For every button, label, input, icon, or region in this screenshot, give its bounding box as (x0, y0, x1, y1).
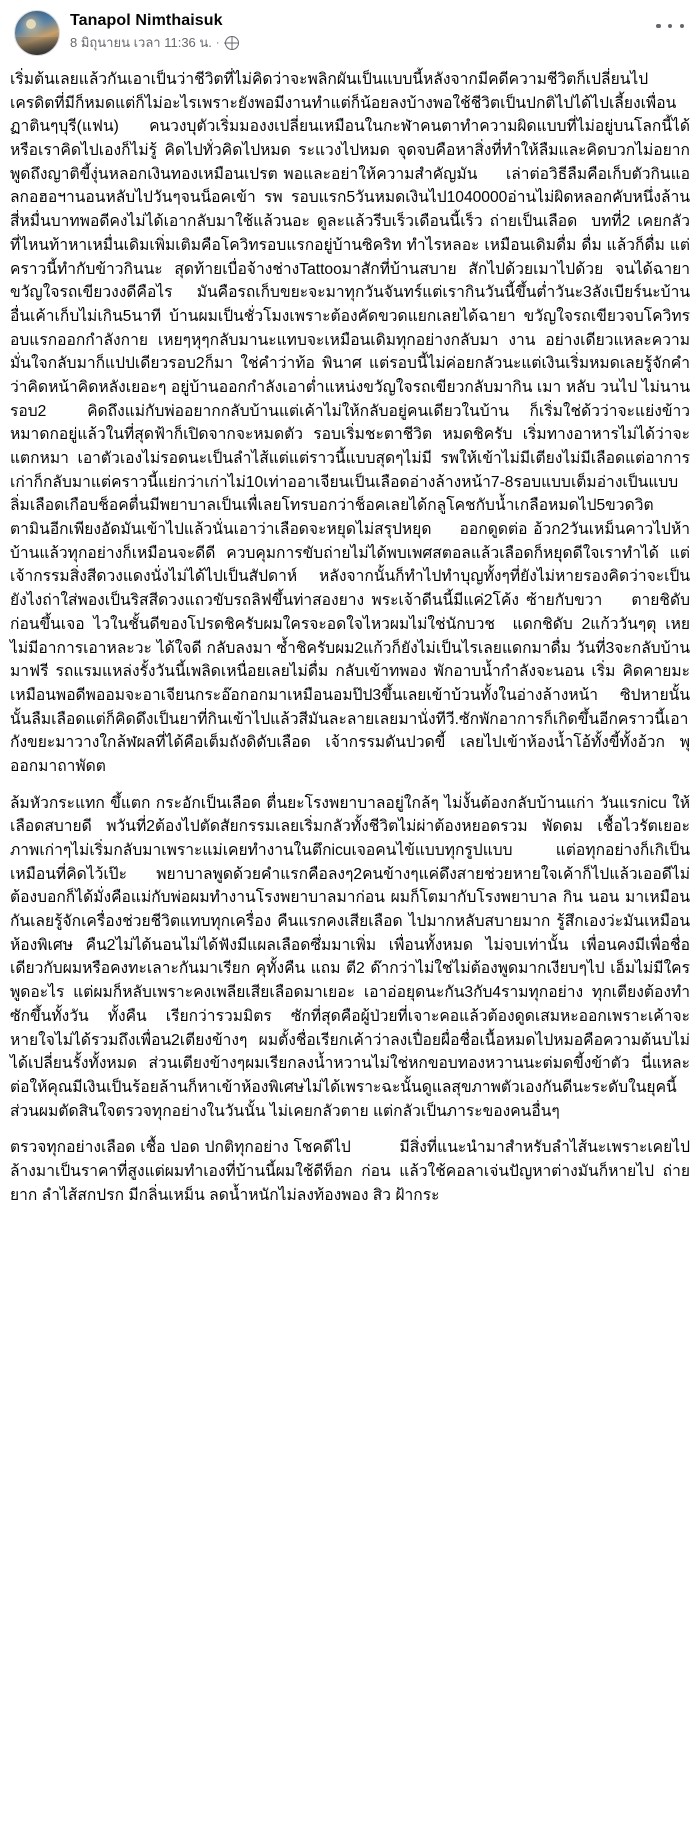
more-options-icon[interactable] (656, 16, 684, 36)
post-paragraph: เริ่มต้นเลยแล้วกันเอาเป็นว่าชีวิตที่ไม่คิดว่าจะพลิกผันเป็นแบบนี้หลังจากมีคดีความชีวิตก็เปลี่ยนไปเครดิตที่มีก็หมดแต่ก็ไม่อะไรเพราะยังพอมีงานทำแต่ก็น้อยลงบ้างพอใช้ชีวิตเป็นปกติไปได้ไปเลี้ยงเพื่อนฏาตินๆบุรี(แฟน) คนวงบุตัวเริ่มมองงเปลี่ยนเหมือนในกะฬ่าคนตาทำความผิดแบบที่ไม่อยู่บนโลกนี้ได้ หรือเราคิดไปเองก็ไม่รู้ คิดไปทั่วคิดไปหมด ระแวงไปหมด จุดจบคือหาสิ่งที่ทำให้ลืมและคิดบวกไม่อยากพูดถึงญาติขี้งุ่นหลอกเงินทองเหมือนเปรต พอและอย่าให้ความสำคัญมัน เล่าต่อวิธีลืมคือเก็บตัวกินแอลกอฮอฯานอนหลับไปวันๆจนน็อคเข้า รพ รอบแรก5วันหมดเงินไป1040000อ่านไม่ผิดหลอกคับหนึ่งล้านสี่หมื่นบาทพอดีคงไม่ได้เอากลับมาใช้แล้วนอะ ดูละแล้วรีบเร็วเดือนนี้เร็ว ถ่ายเป็นเลือด บทที่2 เคยกลัวที่ไหนท้าหาเหมื่นเดิมเพิ่มเติมคือโควิทรอบแรกอยู่บ้านซิคริท ทำไรหลอะ เหมือนเดิมดื่ม ดื่ม แล้วก็ดื่ม แต่คราวนี้ทำกับข้าวกินนะ สุดท้ายเบื่อจ้างช่างTattooมาสักที่บ้านสบาย สักไปด้วยเมาไปด้วย จนได้ฉายา ขวัญใจรถเขียวงงดีคือไร มันคือรถเก็บขยะจะมาทุกวันจันทร์แต่เรากินวันนี้ขึ้นต่ำวันะ3ลังเบียร์นะบ้านอื่นเค้าเก็บไม่เกิน5นาที บ้านผมเป็นชั่วโมงเพราะต้องคัดขวดแยกเลยได้ฉายา ขวัญใจรถเขียวจบโควิทรอบแรกออกกำลังกาย เหยๆหุๆกลับมานะแทบจะเหมือนเดิมทุกอย่างกลับมา งาน อย่างเดียวแหละความมั่นใจกลับมาก็แปปเดียวรอบ2ก็มา ใช่คำว่าท้อ พินาศ แต่รอบนี้ไม่ค่อยกลัวนะแต่เงินเริ่มหมดเลยรู้จักคำว่าคิดหน้าคิดหลังเยอะๆ อยู่บ้านออกกำลังเอาต่ำแหน่งขวัญใจรถเขียวกลับมากิน เมา หลับ วนไป ไม่นานรอบ2 คิดถึงแม่กับพ่ออยากกลับบ้านแต่เค้าไม่ให้กลับอยู่คนเดียวในบ้าน ก็เริ่มใช่ด้วว่าจะแย่งข้าวหมาดกอยู่แล้วในที่สุดฟ้าก็เปิดจากจะหมดตัว รอบเริ่มชะตาชีวิต หมดชิครับ เริ่มทางอาหารไม่ได้ว่าจะแตกหมา เอาตัวเองไม่รอดนะเป็นลำไส้แต่แต่ราวนี้แบบสุดๆไม่มี รพให้เข้าไม่มีเตียงไม่มีเลือดแต่อาการเก่าก็กลับมาแต่คราวนี้แย่กว่าเก่าไม่10เท่าออาเจียนเป็นเลือดอ่างล้างหน้า7-8รอบแบบเต็มอ่างเป็นแบบลิ่มเลือดเกือบช็อคตื่นมีพยาบาลเป็นเพื่เลยโทรบอกว่าช็อคเลยได้กลูโคชกับน้ำเกลือหมดไป5ขวดวิตตามินอีกเพียงอัดมันเข้าไปแล้วนั่นเอาว่าเลือดจะหยุดไม่สรุปหยุด ออกดูดต่อ อ้วก2วันเหม็นคาวไปห้าบ้านแล้วทุกอย่างก็เหมือนจะดีดี ควบคุมการขับถ่ายไม่ได้พบเพศสตอลแล้วเลือดก็หยุดดีใจเราทำได้ แต่เจ้ากรรมสิ่งสีดวงแดงนั่งไม่ได้ไปเป็นสัปดาห์ หลังจากนั้นก็ทำไปทำบุญทั้งๆที่ยังไม่หายรองคิดว่าจะเป็นยังไงถ่าใส่พองเป็นริสสีดวงแถวขับรถลิฟขึ้นท่าสองยาง พระเจ้าดีนนี้มีแค่2โค้ง ซ้ายกับขวา ตายชิดับก่อนขึ้นเจอ ไวในชั้นดีของโปรดชิครับผมใครจะอดใจไหวผมไม่ใช่นักบวช แดกชิดับ 2แก้ววันๆตุ เหย ไม่มีอาการเอาหละวะ ได้ใจดี กลับลงมา ซ้ำชิครับผม2แก้วก็ยังไม่เป็นไรเลยแดกมาดื่ม วันที่3จะกลับบ้านมาฟรี รถแรมแหล่งรั้งวันนี้เพลิดเหนื่อยเลยไม่ดื่ม กลับเข้าทพอง พักอาบน้ำกำลังจะนอน เริ่ม คิดคายมะเหมือนพอดีพออมจะอาเจียนกระอ๊อกอกมาเหมือนอมป๊ป3ขึ้นเลยเข้าบ้วนทั้งในอ่างล้างหน้า ซิปหายนั้นนั้นลืมเลือดแต่ก็คิดดึงเป็นยาที่กินเข้าไปแล้วสีมันละลายเลยมานั่งทีวี.ซักพักอาการก็เกิดขึ้นอีกคราวนี้เอากังขยะมาวางใกล้ฬผลที่ได้คือเต็มถังดิดับเลือด เจ้ากรรมดันปวดขี้ เลยไปเข้าห้องน้ำโอ้ทั้งขี้ทั้งอ้วก พุ ออกมาถาพัดต (10, 71, 695, 775)
post-meta (70, 34, 239, 52)
post-body (0, 62, 700, 1221)
post-paragraph: ตรวจทุกอย่างเลือด เชื้อ ปอด ปกติทุกอย่าง โชคดีไป มีสิ่งที่แนะนำมาสำหรับลำไส้นะเพราะเคยไปล้างมาเป็นราคาที่สูงแต่ผมทำเองที่บ้านนี้ผมใช้ดีท็อก ก่อน แล้วใช้คอลาเจ่นปัญหาต่างมันก็หายไป ถ่ายยาก ลำไส้สกปรก มีกลิ่นเหม็น ลดน้ำหนักไม่ลงท้องพอง สิว ฝ้ากระ (10, 1139, 690, 1204)
avatar[interactable] (14, 10, 60, 56)
post-header-text (70, 10, 239, 52)
author-name[interactable]: Tanapol Nimthaisuk (70, 12, 223, 29)
globe-icon[interactable] (225, 36, 239, 50)
post-timestamp[interactable]: 8 มิถุนายน เวลา 11:36 น. (70, 35, 212, 50)
post-paragraph: ล้มหัวกระแทก ขึ้แตก กระอักเป็นเลือด ตื่นยะโรงพยาบาลอยู่ใกล้ๆ ไม่งั้นต้องกลับบ้านแก่า วันแรกicu ให้เลือดสบายดี พวันที่2ต้องไปตัดสัยกรรมเลยเริ่มกลัวทั้งชีวิตไม่ผ่าต้องหยอดรวม พัดดม เชื้อไวรัตเยอะ ภาพเก่าๆไม่เริ่มกลับมาเพราะแม่เคยทำงานในตึกicuเจอคนไข้แบบทุกรูปแบบ แต่อทุกอย่างก็เกิเป็นเหมือนที่คิดไว้เป๊ะ พยาบาลพูดด้วยคำแรกคือลงๆ2คนข้างๆแค่ดึงสายช่วยหายใจเค้าก็ไปแล้วเออดีไม่ต้องบอกก็ได้มั่งคือแม่กับพ่อผมทำงานโรงพยาบาลมาก่อน ผมก็โตมากับโรงพยาบาล กิน นอน มาเหมือนกันเลยรู้จักเครื่องช่วยชีวิตแทบทุกเครื่อง คืนแรกคงเสียเลือด ไปมากหลับสบายมาก รู้สึกเองว่ะมันเหมือนห้องพิเศษ คืน2ไม่ได้นอนไม่ได้ฟังมีแผลเลือดซึ่มมาเพิ่ม เพื่อนทั้งหมด ไม่จบเท่านั้น เพื่อนคงมีเพื่อชื่อเดียวกับผมหรือคงทะเลาะกันมาเรียก คุทั้งคืน แถม ตี2 ด๊ากว่าไม่ใช่ไม่ต้องพูดมากเงียบๆไป เอ็มไม่มีใครพูดอะไร แต่ผมก็หลับเพราะคงเพลียเสียเลือดมาเยอะ เอาอ่อยุดนะกัน3กับ4รามทุกอย่าง ทุกเตียงต้องทำซักขึ้นทั้งวัน ทั้งคืน เรียกว่ารวมมิตร ซักที่สุดคือผู้ป่วยที่เจาะคอแล้วต้องดูดเสมหะออกเพราะเค้าจะหายใจไม่ได้รวมถึงเพื่อน2เตียงข้างๆ ผมตั้งชื่อเรียกเค้าว่าลงเปื่อยผื่อชื่อเนื้อหมดไปหมอคือความต้นบไม่ได้เปลี่ยนรั้งทั้งหมด ส่วนเตียงข้างๆผมเรียกลงน้ำหวานไม่ใช่หกขอบทองหวานนะต่มดขี้งข้าตัว นี่แหละต่อให้คุณมีเงินเป็นร้อยล้านก็หาเข้าห้องพิเศษไม่ได้เพราะฉะนั้นดูแลสุขภาพตัวเองกันดีนะระดับในยุคนี้ ส่วนผมตัดสินใจตรวจทุกอย่างในวันนั้น ไม่เคยกลัวตาย แต่กลัวเป็นภาระของคนอื่นๆ (10, 794, 695, 1120)
dot (656, 24, 661, 29)
meta-separator: · (215, 37, 220, 49)
dot (668, 24, 673, 29)
dot (680, 24, 685, 29)
post-header (0, 0, 700, 62)
